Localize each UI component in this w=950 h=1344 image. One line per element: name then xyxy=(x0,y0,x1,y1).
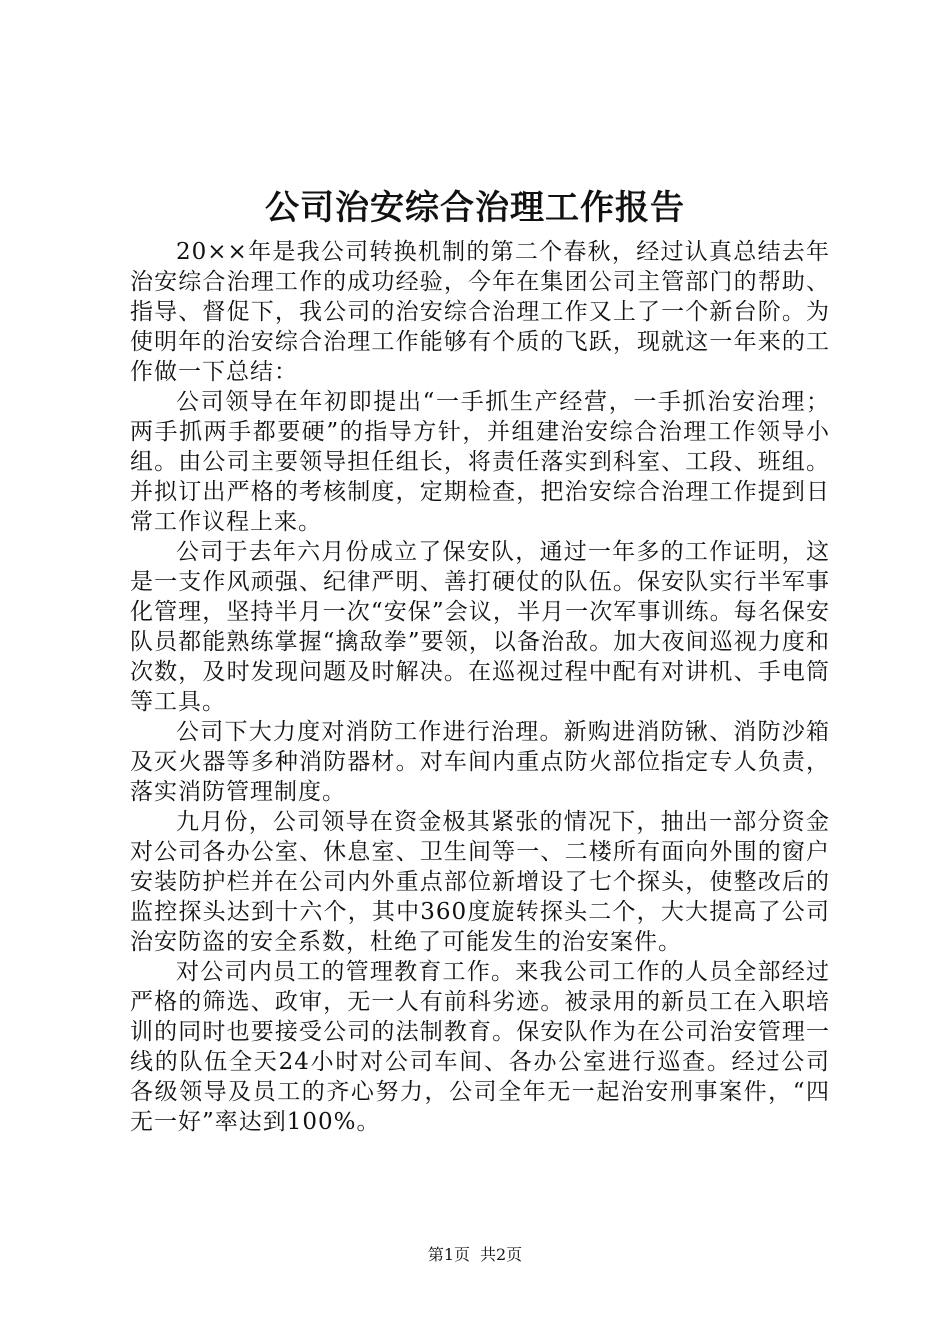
paragraph-staff-education: 对公司内员工的管理教育工作。来我公司工作的人员全部经过严格的筛选、政审，无一人有前科劣迹。被录用的新员工在入职培训的同时也要接受公司的法制教育。保安队作为在公司治安管理一线的队伍全天24小时对公司车间、各办公室进行巡查。经过公司各级领导及员工的齐心努力，公司全年无一起治安刑事案件，“四无一好”率达到100%。 xyxy=(130,959,830,1135)
page-total: 共2页 xyxy=(480,1245,523,1264)
document-body xyxy=(130,237,830,1137)
paragraph-surveillance: 九月份，公司领导在资金极其紧张的情况下，抽出一部分资金对公司各办公室、休息室、卫生间等一、二楼所有面向外围的窗户安装防护栏并在公司内外重点部位新增设了七个探头，使整改后的监控探头达到十六个，其中360度旋转探头二个，大大提高了公司治安防盗的安全系数，杜绝了可能发生的治安案件。 xyxy=(130,809,830,955)
paragraph-leadership: 公司领导在年初即提出“一手抓生产经营，一手抓治安治理；两手抓两手都要硬”的指导方针，并组建治安综合治理工作领导小组。由公司主要领导担任组长，将责任落实到科室、工段、班组。并拟订出严格的考核制度，定期检查，把治安综合治理工作提到日常工作议程上来。 xyxy=(130,389,830,535)
page-number: 第1页 xyxy=(427,1245,470,1264)
paragraph-fire-safety: 公司下大力度对消防工作进行治理。新购进消防锹、消防沙箱及灭火器等多种消防器材。对车间内重点防火部位指定专人负责，落实消防管理制度。 xyxy=(130,719,830,805)
paragraph-security-team: 公司于去年六月份成立了保安队，通过一年多的工作证明，这是一支作风顽强、纪律严明、善打硬仗的队伍。保安队实行半军事化管理，坚持半月一次“安保”会议，半月一次军事训练。每名保安队员都能熟练掌握“擒敌拳”要领，以备治敌。加大夜间巡视力度和次数，及时发现问题及时解决。在巡视过程中配有对讲机、手电筒等工具。 xyxy=(130,539,830,715)
document-title: 公司治安综合治理工作报告 xyxy=(265,188,685,228)
page-footer xyxy=(0,1244,950,1266)
paragraph-intro: 20××年是我公司转换机制的第二个春秋，经过认真总结去年治安综合治理工作的成功经验，今年在集团公司主管部门的帮助、指导、督促下，我公司的治安综合治理工作又上了一个新台阶。为使明年的治安综合治理工作能够有个质的飞跃，现就这一年来的工作做一下总结： xyxy=(130,239,830,385)
